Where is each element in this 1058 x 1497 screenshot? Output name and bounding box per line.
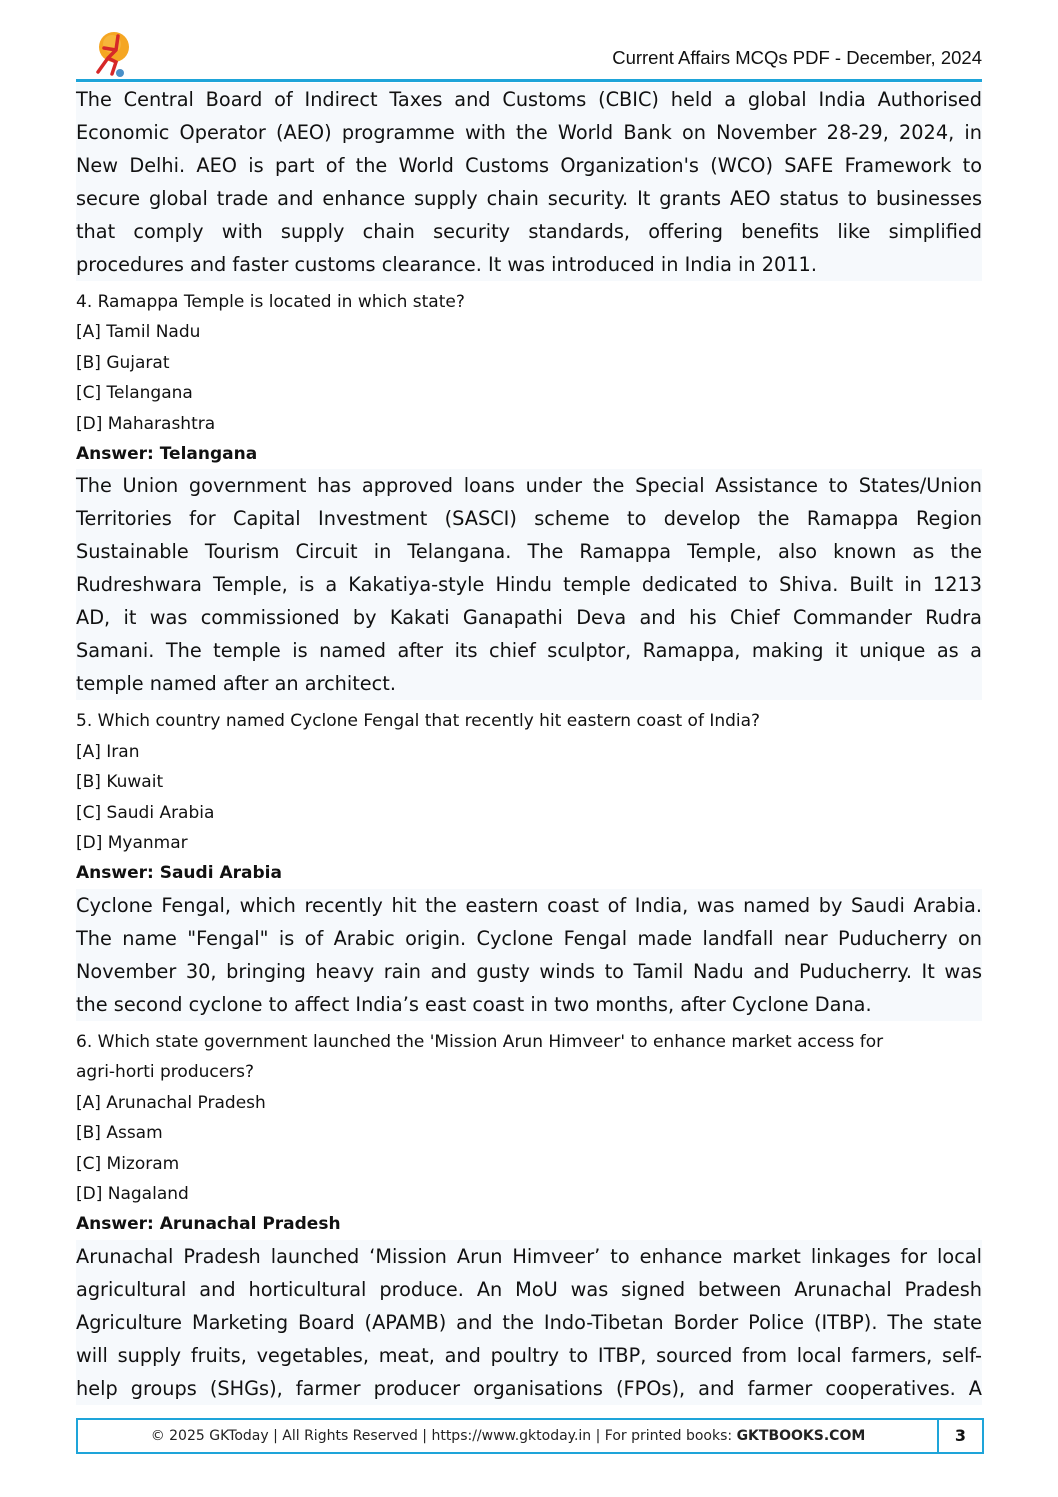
question-block [76,1027,982,1240]
paragraph-line: The name "Fengal" is of Arabic origin. Cyclone Fengal made landfall near Puducherry on [76,926,982,950]
answer-option: [B] Gujarat [76,352,170,373]
gktoday-logo [92,30,132,78]
header-divider [76,79,982,82]
page-number: 3 [954,1426,967,1445]
document-body [76,83,982,1405]
paragraph-line: procedures and faster customs clearance. It was introduced in India in 2011. [76,253,817,276]
paragraph-line: November 30, bringing heavy rain and gusty winds to Tamil Nadu and Puducherry. It was [76,959,982,983]
paragraph-line: The Central Board of Indirect Taxes and Customs (CBIC) held a global India Authorised [76,88,982,111]
footer-text [78,1420,938,1452]
correct-answer: Answer: Saudi Arabia [76,863,282,884]
answer-option: [D] Myanmar [76,833,188,854]
paragraph-line: that comply with supply chain security standards, offering benefits like simplified [76,220,982,243]
question-text: 5. Which country named Cyclone Fengal that recently hit eastern coast of India? [76,711,761,732]
explanation-paragraph [76,83,982,281]
paragraph-line: AD, it was commissioned by Kakati Ganapathi Deva and his Chief Commander Rudra [76,606,982,630]
answer-option: [A] Arunachal Pradesh [76,1092,266,1113]
question-block [76,287,982,469]
explanation-paragraph [76,1240,982,1405]
answer-option: [D] Nagaland [76,1183,189,1204]
paragraph-line: the second cyclone to affect India’s east coast in two months, after Cyclone Dana. [76,992,872,1016]
question-text: agri-horti producers? [76,1062,255,1083]
footer-copyright: © 2025 GKToday | All Rights Reserved | https://www.gktoday.in | For printed books: [150,1428,737,1444]
paragraph-line: Sustainable Tourism Circuit in Telangana. The Ramappa Temple, also known as the [76,540,982,564]
paragraph-line: secure global trade and enhance supply chain security. It grants AEO status to businesses [76,187,982,210]
paragraph-line: New Delhi. AEO is part of the World Customs Organization's (WCO) SAFE Framework to [76,154,982,177]
paragraph-line: Economic Operator (AEO) programme with the World Bank on November 28-29, 2024, in [76,121,982,144]
footer-brand-link[interactable]: GKTBOOKS.COM [736,1428,866,1444]
paragraph-line: Territories for Capital Investment (SASCI) scheme to develop the Ramappa Region [76,507,982,531]
paragraph-line: Agriculture Marketing Board (APAMB) and the Indo-Tibetan Border Police (ITBP). The state [76,1310,982,1334]
paragraph-line: Samani. The temple is named after its chief sculptor, Ramappa, making it unique as a [76,639,982,663]
answer-option: [C] Telangana [76,383,193,404]
answer-option: [C] Mizoram [76,1153,180,1174]
question-text: 4. Ramappa Temple is located in which state? [76,292,465,312]
explanation-paragraph [76,469,982,700]
paragraph-line: help groups (SHGs), farmer producer organisations (FPOs), and farmer cooperatives. A [76,1376,982,1400]
paragraph-line: The Union government has approved loans under the Special Assistance to States/Union [76,474,982,498]
paragraph-line: will supply fruits, vegetables, meat, and poultry to ITBP, sourced from local farmers, self- [76,1343,982,1367]
answer-option: [B] Assam [76,1123,163,1144]
answer-option: [C] Saudi Arabia [76,802,215,823]
paragraph-line: agricultural and horticultural produce. An MoU was signed between Arunachal Pradesh [76,1277,982,1301]
paragraph-line: temple named after an architect. [76,672,396,696]
correct-answer: Answer: Telangana [76,444,258,465]
question-text: 6. Which state government launched the 'Mission Arun Himveer' to enhance market access for [76,1031,884,1052]
correct-answer: Answer: Arunachal Pradesh [76,1214,341,1235]
paragraph-line: Cyclone Fengal, which recently hit the eastern coast of India, was named by Saudi Arabia. [76,893,982,917]
paragraph-line: Rudreshwara Temple, is a Kakatiya-style Hindu temple dedicated to Shiva. Built in 1213 [76,573,982,597]
explanation-paragraph [76,889,982,1021]
question-block [76,706,982,888]
header-title: Current Affairs MCQs PDF - December, 2024 [612,47,982,68]
answer-option: [A] Tamil Nadu [76,322,201,343]
paragraph-line: Arunachal Pradesh launched ‘Mission Arun Himveer’ to enhance market linkages for local [76,1244,982,1268]
footer [76,1418,984,1454]
answer-option: [D] Maharashtra [76,413,216,434]
answer-option: [A] Iran [76,741,140,762]
answer-option: [B] Kuwait [76,772,164,793]
